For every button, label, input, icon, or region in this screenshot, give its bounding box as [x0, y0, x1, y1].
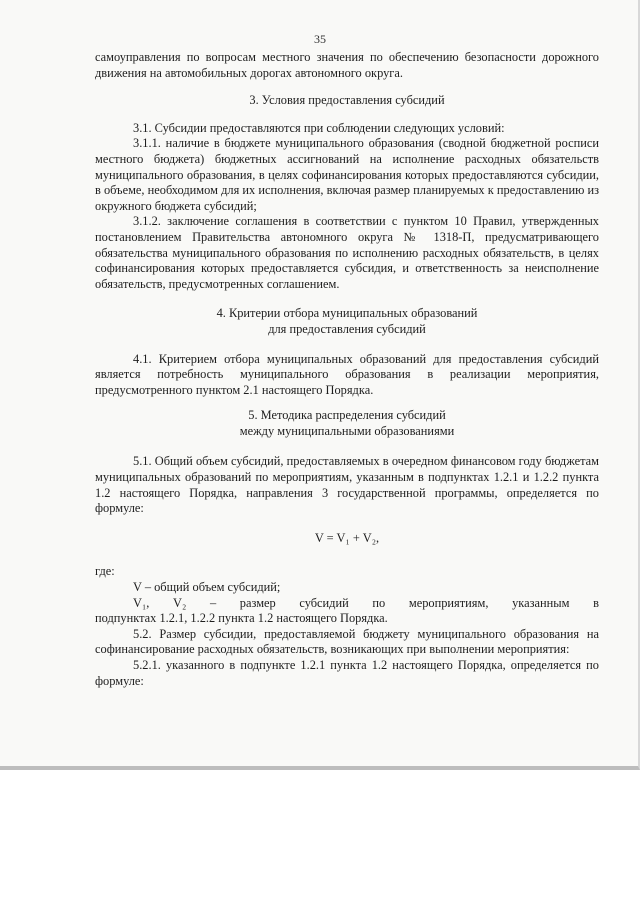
word: мероприятиям,: [408, 595, 489, 610]
section-5-heading-line-2: между муниципальными образованиями: [239, 423, 455, 438]
paragraph-3-1-1: 3.1.1. наличие в бюджете муниципального образования (сводной бюджетной росписи местного бюджета) бюджетных ассигнований на исполнение расходных обязательств муниципального образования, в целях софинансирования которых предоставляются субсидии, в объеме, необходимом для их исполнения, включая размер планируемых к предоставлению из окружного бюджета субсидий;: [95, 136, 599, 213]
section-4-heading: [95, 306, 599, 337]
section-5-heading-line-1: 5. Методика распределения субсидий: [248, 408, 446, 423]
paragraph-5-2: 5.2. Размер субсидии, предоставляемой бюджету муниципального образования на софинансирование расходных обязательств, возникающих при выполнении мероприятия:: [95, 626, 599, 657]
paragraph-4-1: 4.1. Критерием отбора муниципальных образований для предоставления субсидий является потребность муниципального образования в реализации мероприятия, предусмотренного пунктом 2.1 настоящего Порядка.: [95, 351, 599, 397]
section-5-heading: [95, 408, 599, 439]
section-4-heading-line-2: для предоставления субсидий: [268, 321, 426, 336]
definition-v: V – общий объем субсидий;: [133, 580, 281, 595]
paragraph-5-1: 5.1. Общий объем субсидий, предоставляемых в очередном финансовом году бюджетам муниципальных образований по мероприятиям, указанным в подпунктах 1.2.1 и 1.2.2 пункта 1.2 настоящего Порядка, направления 3 государственной программы, определяется по формуле:: [95, 454, 599, 516]
word: V₁,: [133, 595, 150, 610]
word: субсидий: [299, 595, 349, 610]
definition-v1-v2-continuation: подпунктах 1.2.1, 1.2.2 пункта 1.2 настоящего Порядка.: [95, 611, 388, 626]
word: указанным: [512, 595, 570, 610]
paragraph-3-1-2: 3.1.2. заключение соглашения в соответствии с пунктом 10 Правил, утвержденных постановлением Правительства автономного округа № 1318-П, предусматривающего обязательства муниципального образования по исполнению расходных обязательств, в целях софинансирования которых предоставляется субсидия, и ответственность за неисполнение обязательств, предусмотренных соглашением.: [95, 214, 599, 291]
paragraph-3-1: 3.1. Субсидии предоставляются при соблюдении следующих условий:: [133, 120, 505, 135]
word: –: [209, 595, 217, 610]
intro-paragraph: самоуправления по вопросам местного значения по обеспечению безопасности дорожного движения на автомобильных дорогах автономного округа.: [95, 50, 599, 80]
page-number: 35: [314, 32, 326, 46]
word: по: [372, 595, 386, 610]
word: размер: [239, 595, 276, 610]
section-3-heading: 3. Условия предоставления субсидий: [249, 93, 445, 108]
word: V₂: [173, 595, 187, 610]
definition-v1-v2-line: [95, 596, 599, 612]
paragraph-5-2-1: 5.2.1. указанного в подпункте 1.2.1 пункта 1.2 настоящего Порядка, определяется по формуле:: [95, 658, 599, 688]
section-4-heading-line-1: 4. Критерии отбора муниципальных образований: [216, 306, 478, 321]
formula-total-volume: V = V₁ + V₂,: [314, 530, 380, 545]
word: в: [593, 595, 599, 610]
where-label: где:: [95, 564, 115, 579]
document-body: [95, 50, 599, 689]
